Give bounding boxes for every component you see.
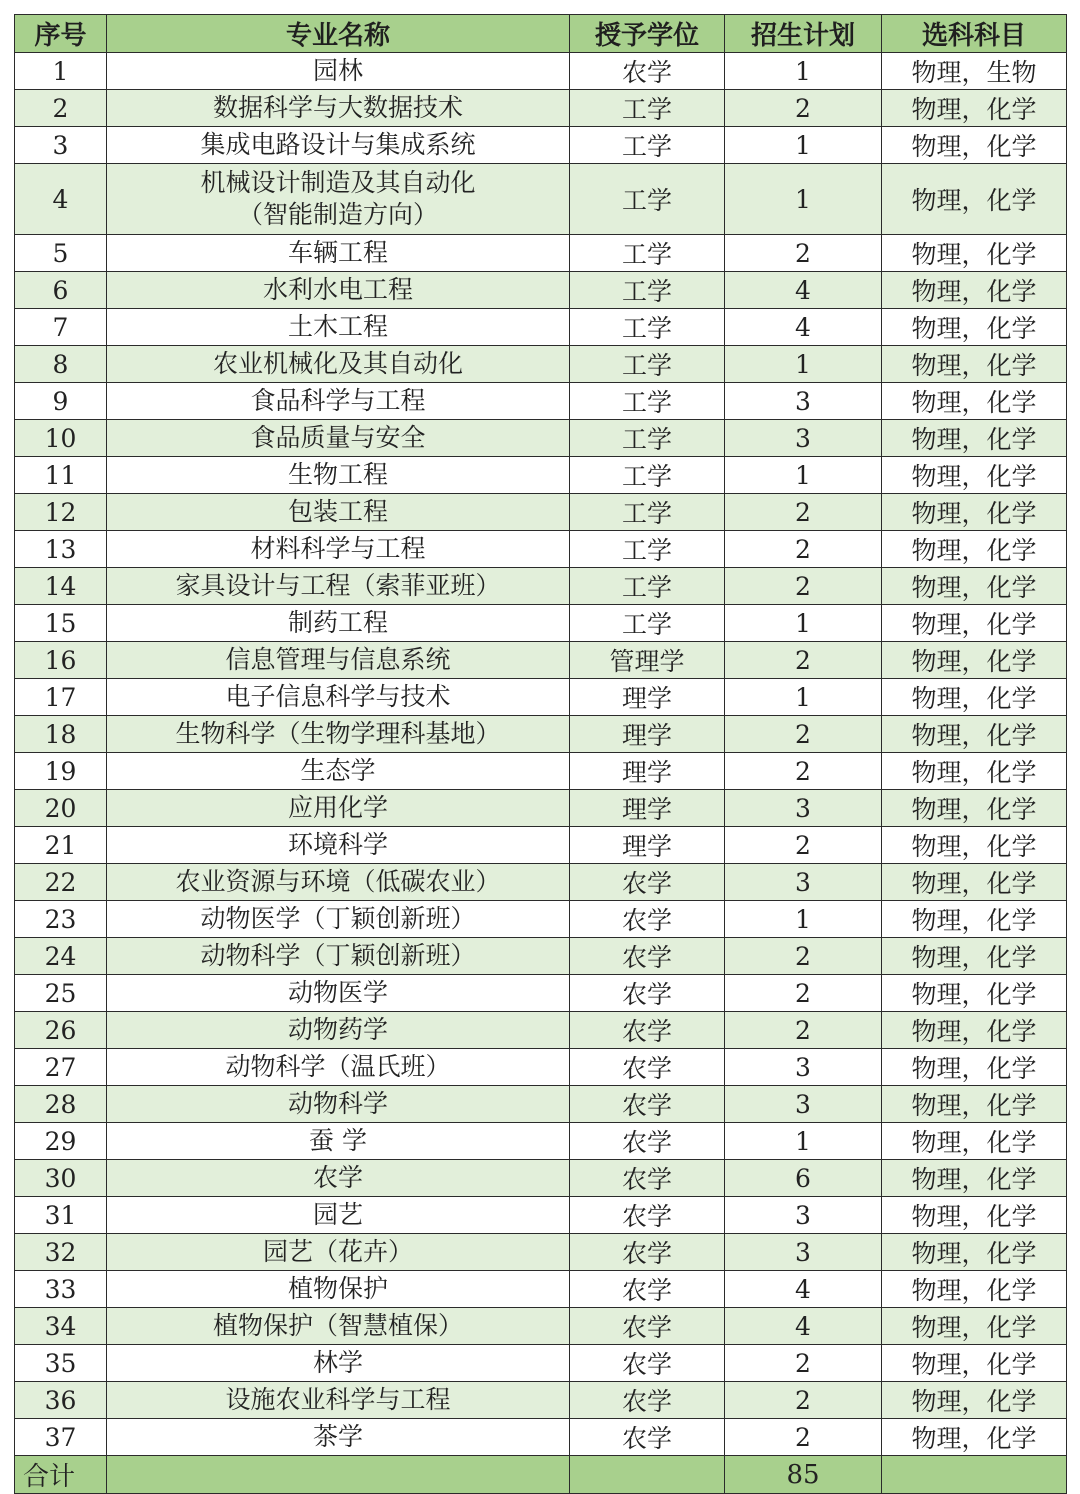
subjects: 物理，化学 [882,383,1067,420]
subjects: 物理，化学 [882,1308,1067,1345]
enrollment-plan: 1 [725,457,882,494]
table-row [15,1123,1067,1160]
table-header-row [15,15,1067,53]
major-name: 园艺 [107,1197,570,1234]
degree: 理学 [570,790,725,827]
subjects: 物理，化学 [882,1049,1067,1086]
subjects: 物理，化学 [882,309,1067,346]
degree: 理学 [570,753,725,790]
enrollment-plan: 2 [725,975,882,1012]
major-name: 动物医学（丁颖创新班） [107,901,570,938]
degree: 工学 [570,531,725,568]
degree: 农学 [570,1382,725,1419]
enrollment-plan: 2 [725,1419,882,1456]
enrollment-plan: 2 [725,494,882,531]
table-row [15,642,1067,679]
enrollment-plan: 3 [725,1234,882,1271]
table-row [15,827,1067,864]
subjects: 物理，化学 [882,1419,1067,1456]
subjects: 物理，化学 [882,127,1067,164]
major-name: 茶学 [107,1419,570,1456]
row-index: 18 [15,716,107,753]
degree: 农学 [570,53,725,90]
major-name: 家具设计与工程（索菲亚班） [107,568,570,605]
degree: 工学 [570,494,725,531]
table-row [15,1419,1067,1456]
degree: 农学 [570,1419,725,1456]
enrollment-plan: 2 [725,938,882,975]
degree: 农学 [570,1012,725,1049]
enrollment-plan: 1 [725,679,882,716]
subjects: 物理，化学 [882,235,1067,272]
row-index: 32 [15,1234,107,1271]
table-row [15,1271,1067,1308]
degree: 农学 [570,1308,725,1345]
row-index: 2 [15,90,107,127]
degree: 管理学 [570,642,725,679]
major-name: 包装工程 [107,494,570,531]
row-index: 10 [15,420,107,457]
degree: 工学 [570,90,725,127]
degree: 农学 [570,864,725,901]
subjects: 物理，化学 [882,1271,1067,1308]
degree: 工学 [570,568,725,605]
subjects: 物理，化学 [882,420,1067,457]
table-row [15,235,1067,272]
major-name: 动物科学（丁颖创新班） [107,938,570,975]
total-row [15,1456,1067,1494]
major-name: 土木工程 [107,309,570,346]
major-name: 林学 [107,1345,570,1382]
header-index: 序号 [15,15,107,53]
enrollment-plan: 1 [725,346,882,383]
major-name: 植物保护（智慧植保） [107,1308,570,1345]
subjects: 物理，化学 [882,1086,1067,1123]
header-major-name: 专业名称 [107,15,570,53]
major-name: 集成电路设计与集成系统 [107,127,570,164]
row-index: 31 [15,1197,107,1234]
subjects: 物理，化学 [882,679,1067,716]
major-name: 电子信息科学与技术 [107,679,570,716]
header-degree: 授予学位 [570,15,725,53]
table-row [15,1049,1067,1086]
row-index: 27 [15,1049,107,1086]
major-name: 生物工程 [107,457,570,494]
major-name: 园林 [107,53,570,90]
degree: 农学 [570,1345,725,1382]
table-row [15,1086,1067,1123]
degree: 农学 [570,1234,725,1271]
major-name: 园艺（花卉） [107,1234,570,1271]
row-index: 26 [15,1012,107,1049]
table-row [15,1345,1067,1382]
subjects: 物理，化学 [882,164,1067,235]
degree: 农学 [570,1197,725,1234]
degree: 工学 [570,309,725,346]
row-index: 23 [15,901,107,938]
major-name: 制药工程 [107,605,570,642]
table-body [15,53,1067,1456]
table-row [15,531,1067,568]
subjects: 物理，化学 [882,827,1067,864]
subjects: 物理，化学 [882,975,1067,1012]
row-index: 6 [15,272,107,309]
enrollment-plan: 2 [725,827,882,864]
subjects: 物理，化学 [882,457,1067,494]
row-index: 24 [15,938,107,975]
row-index: 9 [15,383,107,420]
enrollment-plan: 1 [725,164,882,235]
table-row [15,420,1067,457]
major-name: 农业资源与环境（低碳农业） [107,864,570,901]
enrollment-plan: 2 [725,568,882,605]
enrollment-plan: 4 [725,1308,882,1345]
total-empty-degree [570,1456,725,1494]
degree: 工学 [570,164,725,235]
total-empty-subjects [882,1456,1067,1494]
row-index: 33 [15,1271,107,1308]
major-name: 动物科学（温氏班） [107,1049,570,1086]
row-index: 3 [15,127,107,164]
major-name: 材料科学与工程 [107,531,570,568]
header-subjects: 选科科目 [882,15,1067,53]
table-row [15,1234,1067,1271]
enrollment-plan: 3 [725,383,882,420]
major-name: 动物药学 [107,1012,570,1049]
enrollment-plan: 6 [725,1160,882,1197]
row-index: 5 [15,235,107,272]
enrollment-plan: 3 [725,1086,882,1123]
enrollment-plan: 2 [725,531,882,568]
degree: 工学 [570,605,725,642]
table-row [15,716,1067,753]
degree: 农学 [570,1049,725,1086]
subjects: 物理，化学 [882,901,1067,938]
major-name: 生物科学（生物学理科基地） [107,716,570,753]
major-name: 设施农业科学与工程 [107,1382,570,1419]
total-empty-name [107,1456,570,1494]
major-name: 植物保护 [107,1271,570,1308]
row-index: 13 [15,531,107,568]
table-row [15,790,1067,827]
table-row [15,272,1067,309]
enrollment-plan: 3 [725,864,882,901]
table-row [15,457,1067,494]
subjects: 物理，化学 [882,568,1067,605]
enrollment-plan: 2 [725,716,882,753]
table-row [15,53,1067,90]
degree: 理学 [570,679,725,716]
row-index: 20 [15,790,107,827]
row-index: 30 [15,1160,107,1197]
degree: 理学 [570,716,725,753]
enrollment-plan: 2 [725,235,882,272]
row-index: 14 [15,568,107,605]
major-name: 水利水电工程 [107,272,570,309]
table-row [15,568,1067,605]
degree: 工学 [570,127,725,164]
table-row [15,975,1067,1012]
row-index: 22 [15,864,107,901]
degree: 工学 [570,383,725,420]
row-index: 7 [15,309,107,346]
row-index: 35 [15,1345,107,1382]
row-index: 36 [15,1382,107,1419]
major-name: 车辆工程 [107,235,570,272]
subjects: 物理，化学 [882,1234,1067,1271]
major-name: 动物医学 [107,975,570,1012]
degree: 工学 [570,235,725,272]
enrollment-plan: 2 [725,90,882,127]
major-name: 农学 [107,1160,570,1197]
row-index: 1 [15,53,107,90]
row-index: 37 [15,1419,107,1456]
row-index: 11 [15,457,107,494]
table-row [15,164,1067,235]
enrollment-plan: 4 [725,272,882,309]
subjects: 物理，化学 [882,716,1067,753]
enrollment-plan: 2 [725,1345,882,1382]
subjects: 物理，化学 [882,494,1067,531]
degree: 农学 [570,975,725,1012]
major-name: 农业机械化及其自动化 [107,346,570,383]
subjects: 物理，化学 [882,1382,1067,1419]
row-index: 29 [15,1123,107,1160]
subjects: 物理，化学 [882,605,1067,642]
table-row [15,90,1067,127]
table-row [15,383,1067,420]
enrollment-plan: 1 [725,127,882,164]
subjects: 物理，化学 [882,90,1067,127]
table-row [15,1160,1067,1197]
subjects: 物理，化学 [882,346,1067,383]
enrollment-plan: 1 [725,53,882,90]
enrollment-plan: 1 [725,1123,882,1160]
enrollment-plan: 4 [725,1271,882,1308]
subjects: 物理，化学 [882,1197,1067,1234]
degree: 农学 [570,1123,725,1160]
major-name: 食品质量与安全 [107,420,570,457]
subjects: 物理，化学 [882,864,1067,901]
row-index: 12 [15,494,107,531]
total-plan: 85 [725,1456,882,1494]
degree: 理学 [570,827,725,864]
degree: 工学 [570,346,725,383]
major-name: 信息管理与信息系统 [107,642,570,679]
row-index: 25 [15,975,107,1012]
major-name: 蚕 学 [107,1123,570,1160]
degree: 工学 [570,272,725,309]
subjects: 物理，化学 [882,272,1067,309]
major-name: 环境科学 [107,827,570,864]
row-index: 19 [15,753,107,790]
enrollment-plan: 2 [725,753,882,790]
table-row [15,605,1067,642]
subjects: 物理，化学 [882,531,1067,568]
degree: 工学 [570,420,725,457]
row-index: 21 [15,827,107,864]
total-label: 合计 [15,1456,107,1494]
table-row [15,1308,1067,1345]
subjects: 物理，化学 [882,938,1067,975]
subjects: 物理，化学 [882,1012,1067,1049]
degree: 农学 [570,1271,725,1308]
major-name: 应用化学 [107,790,570,827]
degree: 农学 [570,1160,725,1197]
subjects: 物理，化学 [882,642,1067,679]
subjects: 物理，生物 [882,53,1067,90]
enrollment-plan: 2 [725,1012,882,1049]
enrollment-plan: 2 [725,642,882,679]
table-row [15,938,1067,975]
major-name: 机械设计制造及其自动化 （智能制造方向） [107,164,570,235]
major-name: 生态学 [107,753,570,790]
subjects: 物理，化学 [882,1123,1067,1160]
enrollment-plan: 3 [725,420,882,457]
row-index: 8 [15,346,107,383]
table-row [15,1197,1067,1234]
enrollment-plan: 1 [725,901,882,938]
subjects: 物理，化学 [882,1160,1067,1197]
enrollment-plan: 4 [725,309,882,346]
enrollment-plan: 3 [725,790,882,827]
major-name: 食品科学与工程 [107,383,570,420]
row-index: 16 [15,642,107,679]
row-index: 28 [15,1086,107,1123]
table-row [15,1012,1067,1049]
row-index: 17 [15,679,107,716]
table-row [15,753,1067,790]
degree: 农学 [570,901,725,938]
enrollment-plan: 3 [725,1049,882,1086]
enrollment-table [14,14,1067,1494]
subjects: 物理，化学 [882,790,1067,827]
table-row [15,309,1067,346]
table-row [15,679,1067,716]
enrollment-plan: 2 [725,1382,882,1419]
degree: 农学 [570,938,725,975]
table-row [15,864,1067,901]
enrollment-table-container [14,14,1067,1494]
major-name: 数据科学与大数据技术 [107,90,570,127]
subjects: 物理，化学 [882,1345,1067,1382]
table-row [15,901,1067,938]
enrollment-plan: 1 [725,605,882,642]
subjects: 物理，化学 [882,753,1067,790]
major-name: 动物科学 [107,1086,570,1123]
table-row [15,494,1067,531]
table-row [15,127,1067,164]
row-index: 34 [15,1308,107,1345]
header-enrollment-plan: 招生计划 [725,15,882,53]
table-row [15,346,1067,383]
row-index: 15 [15,605,107,642]
row-index: 4 [15,164,107,235]
enrollment-plan: 3 [725,1197,882,1234]
degree: 工学 [570,457,725,494]
degree: 农学 [570,1086,725,1123]
table-row [15,1382,1067,1419]
